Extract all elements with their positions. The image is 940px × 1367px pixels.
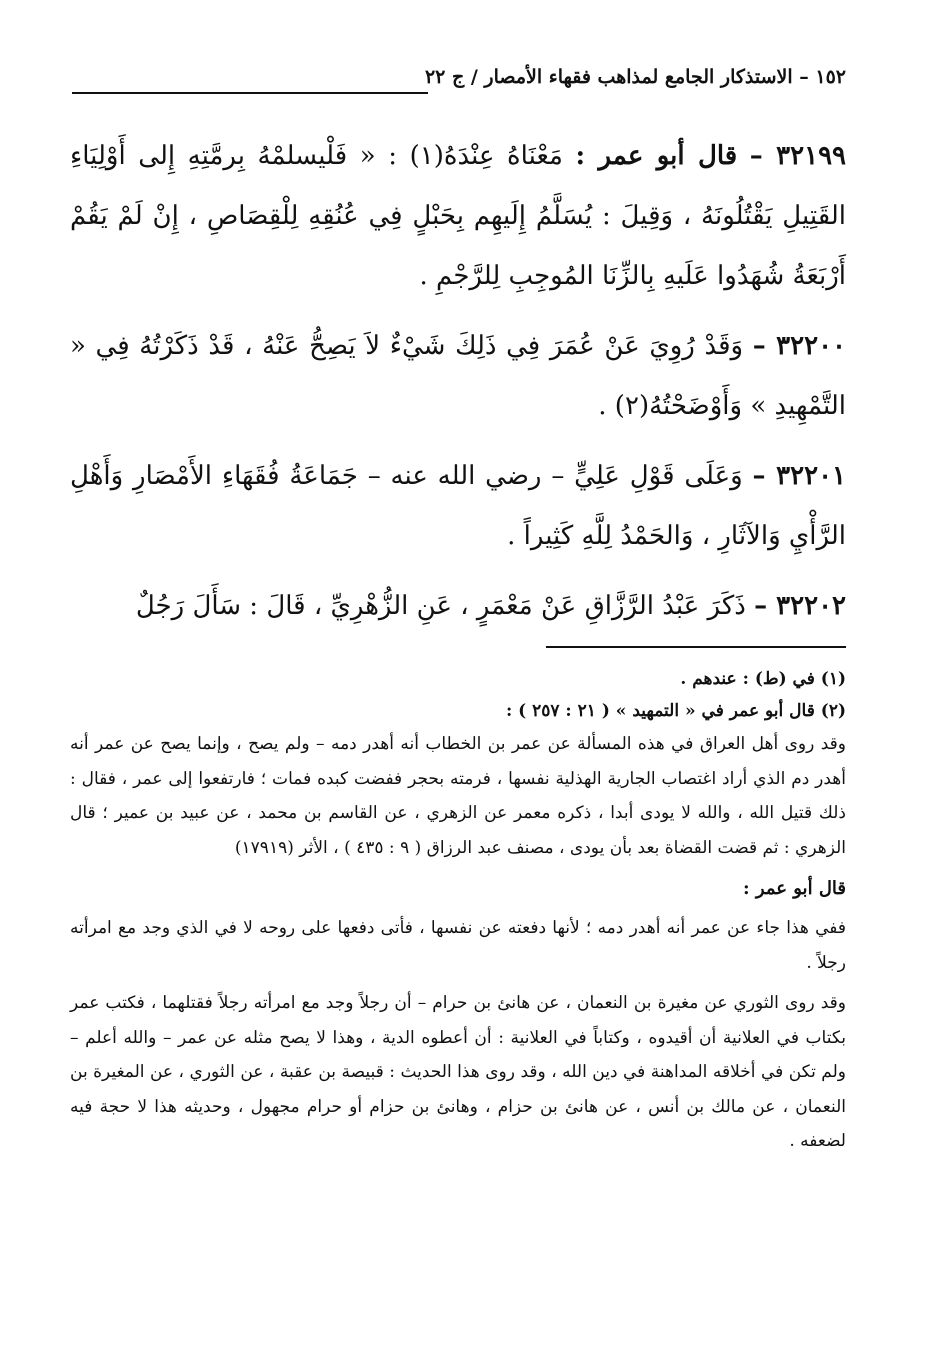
- paragraph-32202: [70, 576, 846, 636]
- footnote-1-text: (١) في (ط) : عندهم .: [680, 669, 846, 689]
- paragraph-text: مَعْنَاهُ عِنْدَهُ(١) : « فَلْيسلمْهُ بِرمَّتِهِ إِلى أَوْلِيَاءِ القَتِيلِ يَقْتُلُونَهُ ، وَقِيلَ : يُسَلَّمُ إِلَيهِم بِحَبْلٍ فِي عُنُقِهِ لِلْقِصَاصِ ، إِنْ لَمْ يَقُمْ أَرْبَعَةُ شُهَدُوا عَلَيهِ بِالزِّنَا المُوجِبِ لِلرَّجْمِ .: [70, 141, 846, 291]
- paragraph-number: ٣٢٢٠١ –: [752, 461, 846, 491]
- paragraph-text: وَقَدْ رُوِيَ عَنْ عُمَرَ فِي ذَلِكَ شَيْءٌ لاَ يَصِحُّ عَنْهُ ، قَدْ ذَكَرْتُهُ فِي « التَّمْهِيدِ » وَأَوْضَحْتُهُ(٢) .: [70, 331, 846, 421]
- footnote-2-body-3: وقد روى الثوري عن مغيرة بن النعمان ، عن هانئ بن حرام – أن رجلاً وجد مع امرأته رجلاً فقتلهما ، فكتب عمر بكتاب في العلانية أن أقيدوه ، وكتاباً في العلانية : أن أعطوه الدية ، وهذا لا يصح مثله عن عمر – والله أعلم – ولم تكن في أخلاقه المداهنة في دين الله ، وقد روى هذا الحديث : قبيصة بن عقبة ، عن الثوري ، عن المغيرة بن النعمان ، عن مالك بن أنس ، عن هانئ بن حزام ، وهانئ بن حزام أو حرام مجهول ، وحديثه هذا لا حجة فيه لضعفه .: [70, 993, 846, 1151]
- speaker-label: قال أبو عمر :: [575, 141, 738, 171]
- paragraph-number: ٣٢١٩٩ –: [749, 141, 846, 171]
- footnote-2-label: [70, 695, 846, 727]
- paragraph-number: ٣٢٢٠٠ –: [752, 331, 846, 361]
- footnote-1: [70, 663, 846, 695]
- paragraph-number: ٣٢٢٠٢ –: [754, 591, 846, 621]
- footnotes: [70, 663, 846, 1159]
- paragraph-32201: [70, 446, 846, 566]
- footnote-2-body-1: وقد روى أهل العراق في هذه المسألة عن عمر بن الخطاب أنه أهدر دمه – ولم يصح ، وإنما يصح عن عمر أنه أهدر دم الذي أراد اغتصاب الجارية الهذلية نفسها ، فرمته بحجر ففضت كبده فمات ؛ فارتفعوا إلى عمر ، فقال : ذلك قتيل الله ، والله لا يودى أبدا ، ذكره معمر عن الزهري ، عن القاسم بن محمد ، عن عبيد بن عمير ؛ قال الزهري : ثم قضت القضاة بعد بأن يودى ، مصنف عبد الرزاق ( ٩ : ٤٣٥ ) ، الأثر (١٧٩١٩): [70, 734, 846, 858]
- paragraph-32200: [70, 316, 846, 436]
- footnote-subheading: قال أبو عمر :: [743, 878, 846, 899]
- header-rule: [72, 92, 428, 94]
- footnote-separator: [546, 646, 846, 648]
- footnote-2-body-2: ففي هذا جاء عن عمر أنه أهدر دمه ؛ لأنها دفعته عن نفسها ، فأتى دفعها على روحه لا في الذي وجد مع امرأته رجلاً .: [70, 918, 846, 973]
- main-text: [70, 126, 846, 646]
- paragraph-32199: [70, 126, 846, 306]
- running-header: ١٥٢ – الاستذكار الجامع لمذاهب فقهاء الأمصار / ج ٢٢: [424, 66, 846, 88]
- footnote-2-label-text: (٢) قال أبو عمر في « التمهيد » ( ٢١ : ٢٥٧ ) :: [505, 701, 846, 721]
- paragraph-text: ذَكَرَ عَبْدُ الرَّزَّاقِ عَنْ مَعْمَرٍ ، عَنِ الزُّهْرِيِّ ، قَالَ : سَأَلَ رَجُلٌ: [135, 591, 746, 621]
- paragraph-text: وَعَلَى قَوْلِ عَلِيٍّ – رضي الله عنه – جَمَاعَةُ فُقَهَاءِ الأَمْصَارِ وَأَهْلِ الرَّأْيِ وَالآثَارِ ، وَالحَمْدُ لِلَّهِ كَثِيراً .: [70, 461, 846, 551]
